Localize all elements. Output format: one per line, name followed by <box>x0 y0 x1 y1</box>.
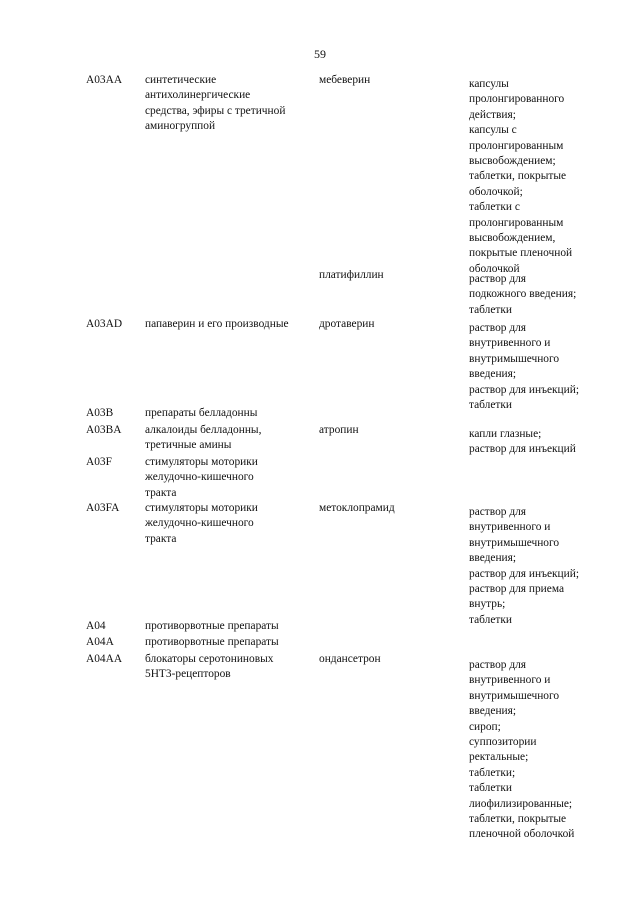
dosage-forms <box>469 77 572 277</box>
dosage-forms-line: раствор для приема <box>469 583 565 596</box>
atc-code-line: A03FA <box>86 502 120 514</box>
dosage-forms-line: лиофилизированные; <box>469 797 573 810</box>
dosage-forms-line: раствор для <box>469 506 527 518</box>
dosage-forms <box>469 505 579 628</box>
atc-code <box>86 455 112 470</box>
anatomical-group <box>145 73 285 135</box>
dosage-forms-line: раствор для инъекций <box>469 443 576 456</box>
anatomical-group <box>145 619 279 634</box>
dosage-forms-line: действия; <box>469 108 516 121</box>
anatomical-group-line: стимуляторы моторики <box>145 456 258 468</box>
atc-code-line: A03B <box>86 407 114 419</box>
dosage-forms-line: таблетки <box>469 613 513 626</box>
anatomical-group <box>145 455 258 501</box>
atc-code <box>86 652 122 667</box>
anatomical-group-line: желудочно-кишечного <box>145 471 254 484</box>
dosage-forms-line: введения; <box>469 368 517 381</box>
anatomical-group-line: желудочно-кишечного <box>145 517 254 530</box>
dosage-forms-line: покрытые пленочной <box>469 247 573 260</box>
atc-code <box>86 619 106 634</box>
dosage-forms-line: раствор для <box>469 273 527 285</box>
anatomical-group <box>145 635 279 650</box>
atc-code <box>86 423 121 438</box>
atc-code-line: A03AD <box>86 318 123 330</box>
anatomical-group <box>145 317 289 332</box>
anatomical-group-line: алкалоиды белладонны, <box>145 424 262 436</box>
dosage-forms-line: высвобождением, <box>469 232 556 245</box>
dosage-forms-line: раствор для <box>469 322 527 334</box>
anatomical-group-line: блокаторы серотониновых <box>145 653 274 665</box>
anatomical-group-line: 5HT3-рецепторов <box>145 668 231 681</box>
atc-code <box>86 73 122 88</box>
dosage-forms-line: таблетки; <box>469 766 516 779</box>
anatomical-group <box>145 406 257 421</box>
dosage-forms-line: ректальные; <box>469 751 529 764</box>
drug-name-line: метоклопрамид <box>319 502 395 514</box>
anatomical-group-line: противорвотные препараты <box>145 620 279 632</box>
anatomical-group-line: третичные амины <box>145 439 232 452</box>
dosage-forms-line: капсулы с <box>469 124 517 137</box>
drug-name <box>319 268 384 283</box>
dosage-forms-line: введения; <box>469 552 517 565</box>
dosage-forms-line: суппозитории <box>469 736 537 749</box>
atc-code-line: A03F <box>86 456 112 468</box>
anatomical-group-line: синтетические <box>145 74 217 86</box>
anatomical-group-line: препараты белладонны <box>145 407 258 419</box>
anatomical-group-line: папаверин и его производные <box>145 318 289 330</box>
page-number: 59 <box>314 47 326 61</box>
dosage-forms-line: раствор для инъекций; <box>469 567 580 580</box>
anatomical-group <box>145 501 258 547</box>
dosage-forms-line: внутривенного и <box>469 337 551 350</box>
drug-name-line: дротаверин <box>319 318 375 330</box>
atc-code-line: A03AA <box>86 74 123 86</box>
dosage-forms <box>469 321 579 413</box>
dosage-forms-line: введения; <box>469 705 517 718</box>
dosage-forms-line: сироп; <box>469 720 501 733</box>
dosage-forms-line: таблетки с <box>469 201 520 214</box>
dosage-forms-line: оболочкой; <box>469 185 523 198</box>
dosage-forms-line: внутримышечного <box>469 352 560 365</box>
dosage-forms-line: капли глазные; <box>469 428 542 440</box>
drug-name-line: атропин <box>319 424 359 436</box>
dosage-forms-line: таблетки <box>469 399 513 412</box>
drug-name <box>319 501 395 516</box>
atc-code-line: A04A <box>86 636 114 648</box>
dosage-forms <box>469 272 576 318</box>
atc-code <box>86 635 114 650</box>
drug-name <box>319 423 359 438</box>
anatomical-group-line: антихолинергические <box>145 89 251 102</box>
anatomical-group <box>145 652 273 683</box>
anatomical-group-line: средства, эфиры с третичной <box>145 104 286 117</box>
dosage-forms-line: капсулы <box>469 78 509 90</box>
dosage-forms-line: высвобождением; <box>469 155 556 168</box>
dosage-forms-line: таблетки <box>469 303 513 316</box>
atc-code-line: A04AA <box>86 653 123 665</box>
anatomical-group-line: противорвотные препараты <box>145 636 279 648</box>
dosage-forms-line: внутривенного и <box>469 521 551 534</box>
drug-name-line: ондансетрон <box>319 653 381 665</box>
dosage-forms-line: внутримышечного <box>469 536 560 549</box>
dosage-forms-line: подкожного введения; <box>469 288 577 301</box>
dosage-forms <box>469 658 574 843</box>
dosage-forms-line: таблетки, покрытые <box>469 813 567 826</box>
dosage-forms-line: таблетки <box>469 782 513 795</box>
dosage-forms <box>469 427 576 458</box>
drug-name <box>319 73 370 88</box>
dosage-forms-line: пленочной оболочкой <box>469 828 575 841</box>
dosage-forms-line: внутривенного и <box>469 674 551 687</box>
dosage-forms-line: внутримышечного <box>469 689 560 702</box>
dosage-forms-line: раствор для инъекций; <box>469 383 580 396</box>
drug-name <box>319 317 374 332</box>
anatomical-group-line: тракта <box>145 486 177 499</box>
dosage-forms-line: пролонгированного <box>469 93 565 106</box>
anatomical-group-line: стимуляторы моторики <box>145 502 258 514</box>
anatomical-group-line: тракта <box>145 532 177 545</box>
atc-code <box>86 317 122 332</box>
dosage-forms-line: пролонгированным <box>469 139 564 152</box>
anatomical-group-line: аминогруппой <box>145 120 216 133</box>
dosage-forms-line: оболочкой <box>469 262 520 275</box>
dosage-forms-line: внутрь; <box>469 598 506 611</box>
dosage-forms-line: пролонгированным <box>469 216 564 229</box>
atc-code <box>86 501 119 516</box>
anatomical-group <box>145 423 261 454</box>
dosage-forms-line: таблетки, покрытые <box>469 170 567 183</box>
drug-name-line: мебеверин <box>319 74 371 86</box>
drug-name <box>319 652 381 667</box>
drug-name-line: платифиллин <box>319 269 384 281</box>
atc-code-line: A03BA <box>86 424 122 436</box>
dosage-forms-line: раствор для <box>469 659 527 671</box>
atc-code-line: A04 <box>86 620 106 632</box>
atc-code <box>86 406 113 421</box>
